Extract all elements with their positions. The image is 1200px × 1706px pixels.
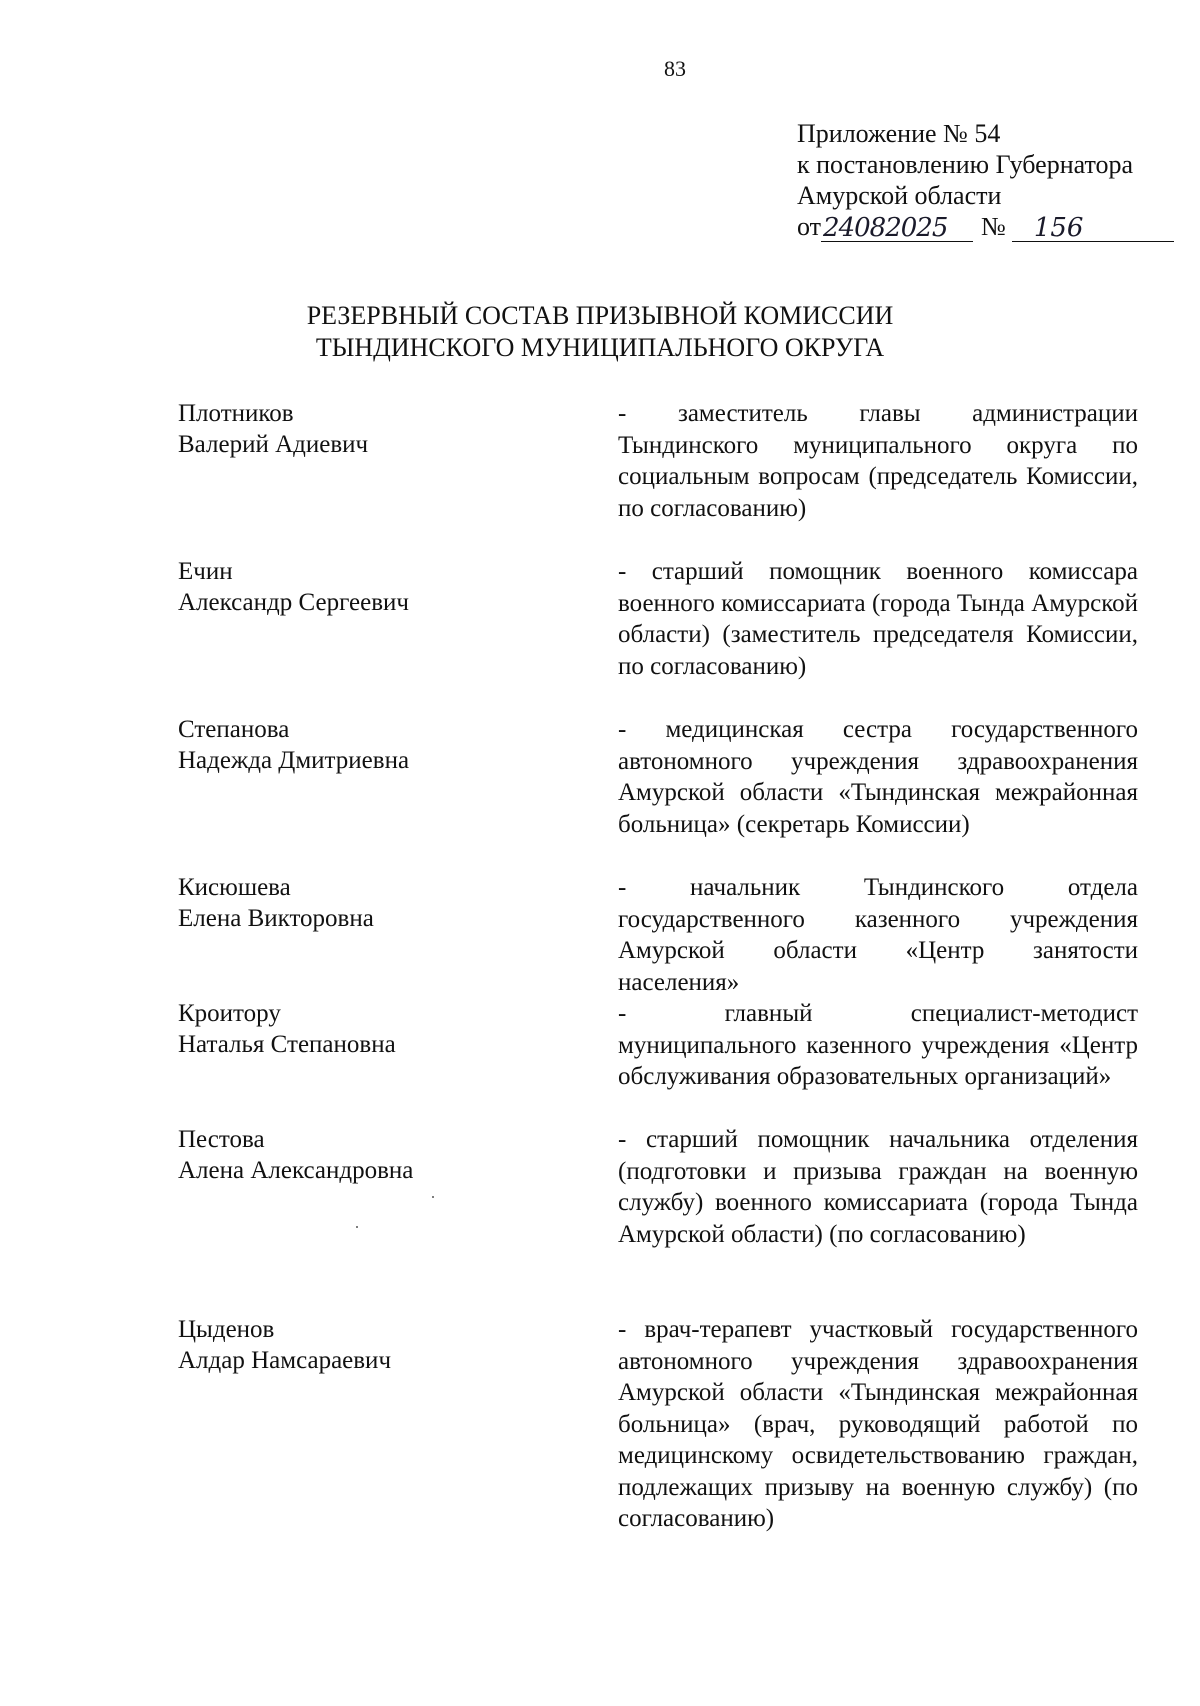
member-given-name: Надежда Дмитриевна [178, 747, 410, 774]
appendix-line-1: Приложение № 54 [797, 119, 1001, 148]
number-label: № [981, 212, 1006, 241]
title-line-2: ТЫНДИНСКОГО МУНИЦИПАЛЬНОГО ОКРУГА [315, 333, 885, 362]
member-given-name: Валерий Адиевич [178, 431, 369, 458]
member-surname: Пестова [178, 1126, 265, 1153]
member-surname: Кроитору [178, 1000, 281, 1027]
from-label: от [797, 212, 822, 241]
member-given-name: Александр Сергеевич [178, 589, 409, 616]
member-given-name: Алена Александровна [178, 1157, 414, 1184]
member-name [178, 1314, 391, 1376]
handwritten-date: 24082025 [821, 215, 973, 242]
appendix-line-3: Амурской области [797, 181, 1002, 210]
member-surname: Цыденов [178, 1316, 275, 1343]
member-surname: Плотников [178, 400, 294, 427]
member-name [178, 998, 396, 1060]
member-position: - начальник Тындинского отдела государственного казенного учреждения Амурской области «Центр занятости населения» [618, 874, 1138, 996]
member-name [178, 398, 368, 460]
page-number: 83 [664, 56, 686, 81]
document-title [0, 300, 1200, 364]
scan-speck [356, 1226, 358, 1228]
handwritten-number: 156 [1012, 215, 1174, 242]
member-name [178, 872, 374, 934]
member-name [178, 1124, 413, 1186]
title-line-1: РЕЗЕРВНЫЙ СОСТАВ ПРИЗЫВНОЙ КОМИССИИ [306, 301, 894, 330]
member-surname: Ечин [178, 558, 233, 585]
member-position: - медицинская сестра государственного автономного учреждения здравоохранения Амурской области «Тындинская межрайонная больница» (секретарь Комиссии) [618, 716, 1138, 838]
member-surname: Кисюшева [178, 874, 291, 901]
member-name [178, 714, 409, 776]
scan-speck [432, 1196, 434, 1198]
member-given-name: Наталья Степановна [178, 1031, 396, 1058]
appendix-line-2: к постановлению Губернатора [797, 150, 1134, 179]
member-position: - врач-терапевт участковый государственного автономного учреждения здравоохранения Амурской области «Тындинская межрайонная больница» (врач, руководящий работой по медицинскому освидетельствованию граждан, подлежащих призыву на военную службу) (по согласованию) [618, 1316, 1138, 1532]
member-name [178, 556, 409, 618]
member-given-name: Алдар Намсараевич [178, 1347, 392, 1374]
appendix-date-number-line [797, 211, 1174, 242]
member-position: - старший помощник начальника отделения (подготовки и призыва граждан на военную службу) военного комиссариата (города Тында Амурской области) (по согласованию) [618, 1126, 1138, 1248]
member-position: - главный специалист-методист муниципального казенного учреждения «Центр обслуживания образовательных организаций» [618, 1000, 1138, 1090]
appendix-block [797, 118, 1174, 242]
member-given-name: Елена Викторовна [178, 905, 374, 932]
member-surname: Степанова [178, 716, 290, 743]
member-position: - заместитель главы администрации Тындинского муниципального округа по социальным вопросам (председатель Комиссии, по согласованию) [618, 400, 1138, 522]
member-position: - старший помощник военного комиссара военного комиссариата (города Тында Амурской области) (заместитель председателя Комиссии, по согласованию) [618, 558, 1138, 680]
